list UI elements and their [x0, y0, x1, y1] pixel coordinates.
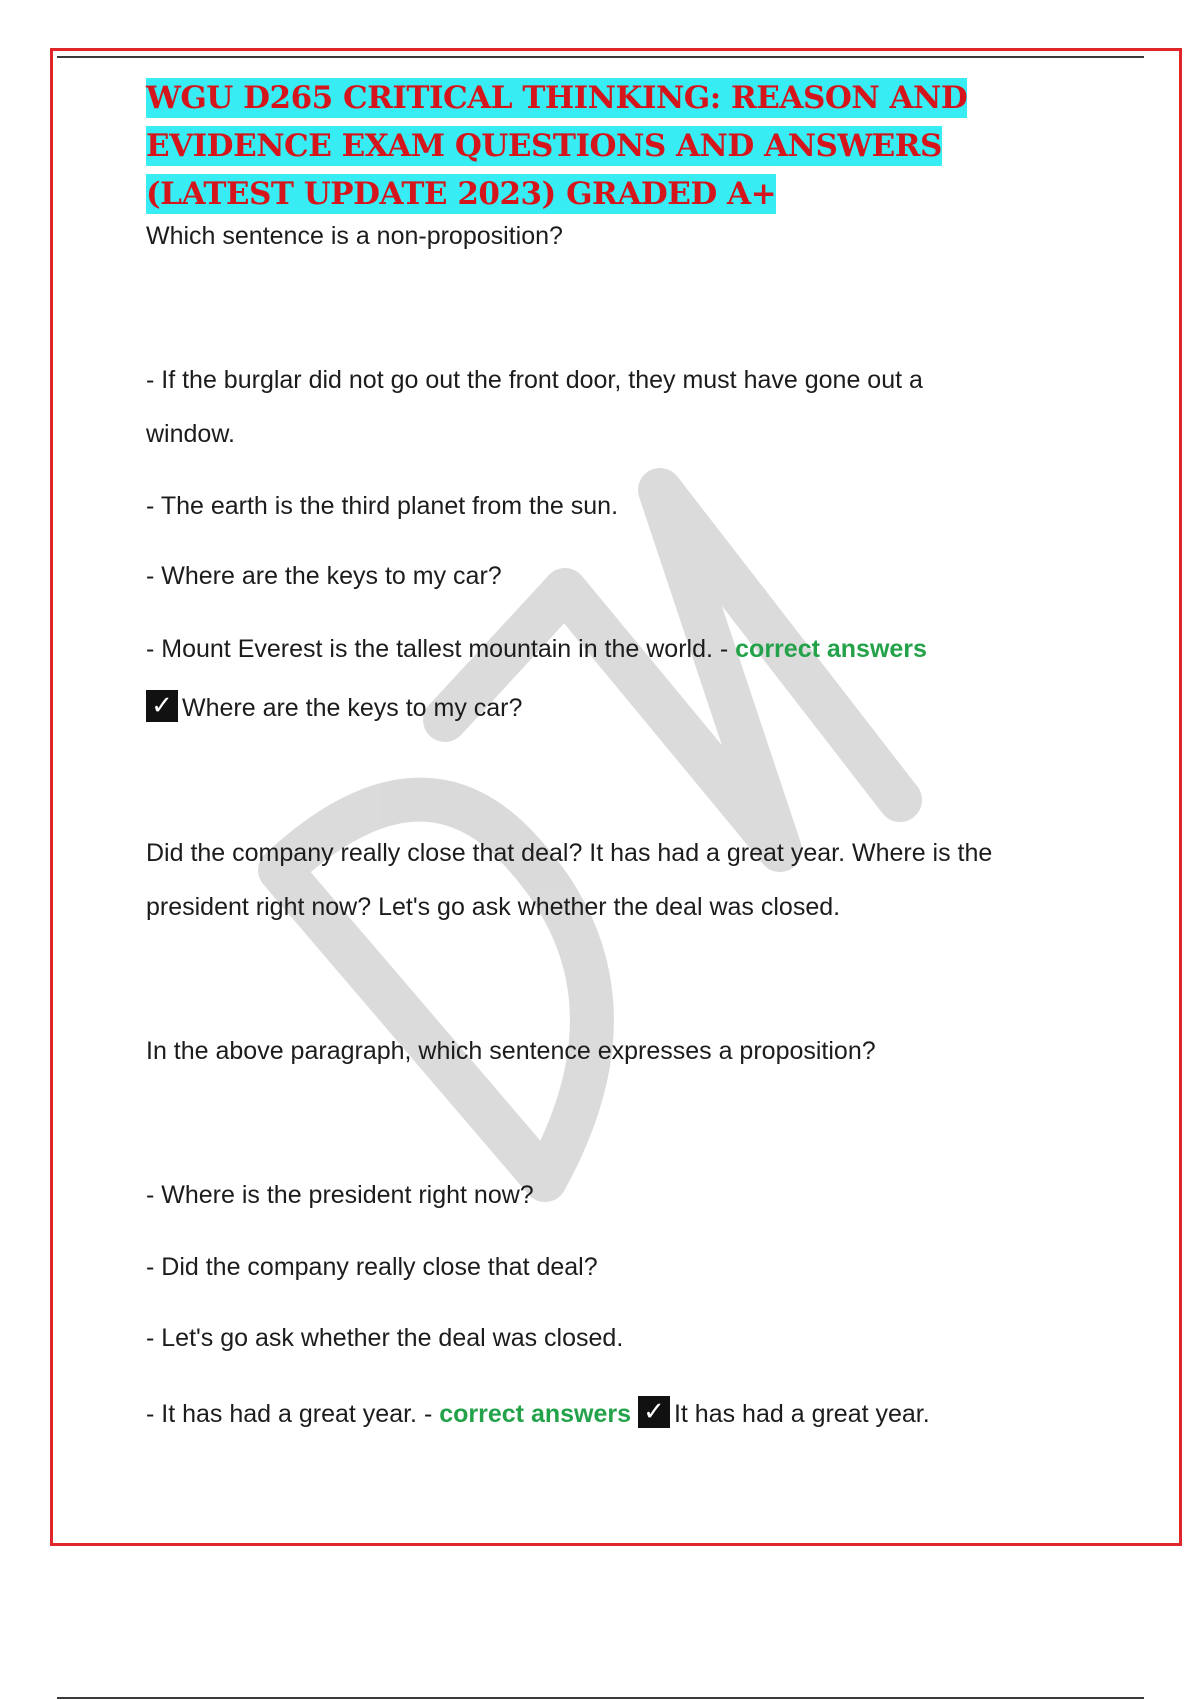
question-2-option-4-line [146, 1398, 930, 1431]
question-2-option-3: - Let's go ask whether the deal was closed. [146, 1324, 624, 1352]
question-1-correct-label: correct answers [735, 635, 927, 663]
question-1-option-2: - The earth is the third planet from the sun. [146, 492, 619, 520]
question-2-correct-label: correct answers [439, 1400, 632, 1428]
bottom-rule [57, 1697, 1144, 1699]
question-1-option-4: - Mount Everest is the tallest mountain in the world. - [146, 635, 729, 663]
check-icon: ✓ [638, 1396, 670, 1428]
check-icon: ✓ [146, 690, 178, 722]
question-1-answer: Where are the keys to my car? [182, 694, 523, 722]
question-1-option-1-cont: window. [146, 420, 235, 448]
document-title: WGU D265 CRITICAL THINKING: REASON AND EVIDENCE EXAM QUESTIONS AND ANSWERS (LATEST UPDATE 2023) GRADED A+ [146, 80, 968, 212]
question-2-passage-line-2: president right now? Let's go ask whether the deal was closed. [146, 893, 841, 921]
question-2-option-4: - It has had a great year. - [146, 1400, 433, 1428]
question-1-option-3: - Where are the keys to my car? [146, 562, 502, 590]
question-1-answer-line [146, 692, 522, 725]
question-2-answer: It has had a great year. [673, 1400, 930, 1428]
document-header [146, 74, 1076, 218]
question-2-passage-line-1: Did the company really close that deal? It has had a great year. Where is the [146, 839, 993, 867]
question-1-option-1: - If the burglar did not go out the front door, they must have gone out a [146, 366, 923, 394]
question-1-prompt: Which sentence is a non-proposition? [146, 222, 563, 250]
question-2-option-1: - Where is the president right now? [146, 1181, 534, 1209]
question-2-prompt: In the above paragraph, which sentence expresses a proposition? [146, 1037, 876, 1065]
question-1-option-4-line [146, 633, 927, 665]
question-2-option-2: - Did the company really close that deal? [146, 1253, 598, 1281]
